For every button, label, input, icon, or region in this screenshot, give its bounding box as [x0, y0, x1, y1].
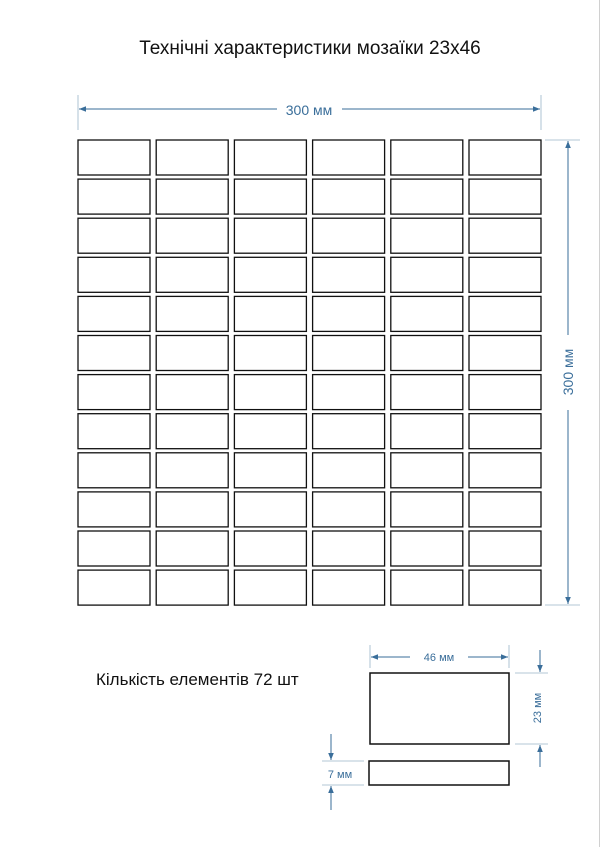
- mosaic-tile: [313, 296, 385, 331]
- mosaic-tile: [313, 257, 385, 292]
- mosaic-tile: [391, 453, 463, 488]
- mosaic-tile: [313, 414, 385, 449]
- mosaic-tile: [469, 257, 541, 292]
- mosaic-tile: [78, 414, 150, 449]
- mosaic-tile: [469, 179, 541, 214]
- mosaic-tile: [469, 492, 541, 527]
- mosaic-tile: [156, 531, 228, 566]
- mosaic-tile: [156, 336, 228, 371]
- mosaic-tile: [391, 531, 463, 566]
- tile-face: [370, 673, 509, 744]
- mosaic-tile: [78, 218, 150, 253]
- mosaic-tile: [469, 414, 541, 449]
- mosaic-tile: [234, 375, 306, 410]
- mosaic-tile: [469, 218, 541, 253]
- mosaic-tile: [313, 492, 385, 527]
- mosaic-tile: [469, 336, 541, 371]
- mosaic-tile: [234, 257, 306, 292]
- height-label: 300 мм: [560, 348, 576, 396]
- mosaic-tile: [313, 453, 385, 488]
- mosaic-tile: [156, 570, 228, 605]
- mosaic-tile: [156, 296, 228, 331]
- mosaic-tile: [156, 179, 228, 214]
- mosaic-tile: [234, 140, 306, 175]
- mosaic-tile: [234, 570, 306, 605]
- tile-length-label: 46 мм: [423, 652, 455, 664]
- mosaic-tile: [313, 218, 385, 253]
- mosaic-tile: [234, 218, 306, 253]
- mosaic-tile: [234, 414, 306, 449]
- mosaic-tile: [391, 492, 463, 527]
- mosaic-tile: [78, 336, 150, 371]
- mosaic-tile: [156, 375, 228, 410]
- mosaic-tile: [78, 179, 150, 214]
- mosaic-tile: [469, 453, 541, 488]
- mosaic-tile: [156, 492, 228, 527]
- mosaic-tile: [313, 179, 385, 214]
- mosaic-tile: [391, 140, 463, 175]
- tile-thickness-label: 7 мм: [327, 769, 353, 781]
- mosaic-tile: [313, 570, 385, 605]
- tile-detail: [370, 645, 548, 767]
- mosaic-tile: [469, 570, 541, 605]
- mosaic-grid: [78, 140, 541, 605]
- mosaic-tile: [313, 375, 385, 410]
- mosaic-tile: [391, 296, 463, 331]
- mosaic-tile: [78, 531, 150, 566]
- width-label: 300 мм: [285, 102, 333, 118]
- mosaic-tile: [391, 375, 463, 410]
- mosaic-tile: [313, 531, 385, 566]
- mosaic-tile: [234, 453, 306, 488]
- mosaic-tile: [234, 336, 306, 371]
- mosaic-tile: [469, 375, 541, 410]
- width-dimension: [78, 95, 541, 130]
- mosaic-tile: [78, 140, 150, 175]
- mosaic-tile: [469, 140, 541, 175]
- mosaic-tile: [391, 218, 463, 253]
- mosaic-tile: [391, 414, 463, 449]
- mosaic-tile: [156, 257, 228, 292]
- mosaic-tile: [78, 492, 150, 527]
- mosaic-tile: [234, 179, 306, 214]
- mosaic-tile: [156, 453, 228, 488]
- mosaic-tile: [234, 531, 306, 566]
- mosaic-tile: [78, 570, 150, 605]
- mosaic-tile: [156, 414, 228, 449]
- mosaic-tile: [391, 336, 463, 371]
- mosaic-tile: [391, 179, 463, 214]
- mosaic-tile: [78, 453, 150, 488]
- mosaic-tile: [391, 257, 463, 292]
- mosaic-tile: [469, 296, 541, 331]
- mosaic-tile: [78, 296, 150, 331]
- mosaic-tile: [234, 296, 306, 331]
- mosaic-tile: [313, 140, 385, 175]
- mosaic-tile: [391, 570, 463, 605]
- mosaic-tile: [156, 218, 228, 253]
- tile-thickness-detail: [322, 734, 509, 810]
- tile-height-label: 23 мм: [532, 692, 544, 724]
- height-dimension: [545, 140, 580, 605]
- tile-side: [369, 761, 509, 785]
- mosaic-tile: [78, 375, 150, 410]
- mosaic-tile: [313, 336, 385, 371]
- mosaic-tile: [78, 257, 150, 292]
- mosaic-tile: [156, 140, 228, 175]
- mosaic-tile: [234, 492, 306, 527]
- mosaic-tile: [469, 531, 541, 566]
- element-count: Кількість елементів 72 шт: [96, 670, 299, 689]
- page-title: Технічні характеристики мозаїки 23х46: [139, 38, 481, 59]
